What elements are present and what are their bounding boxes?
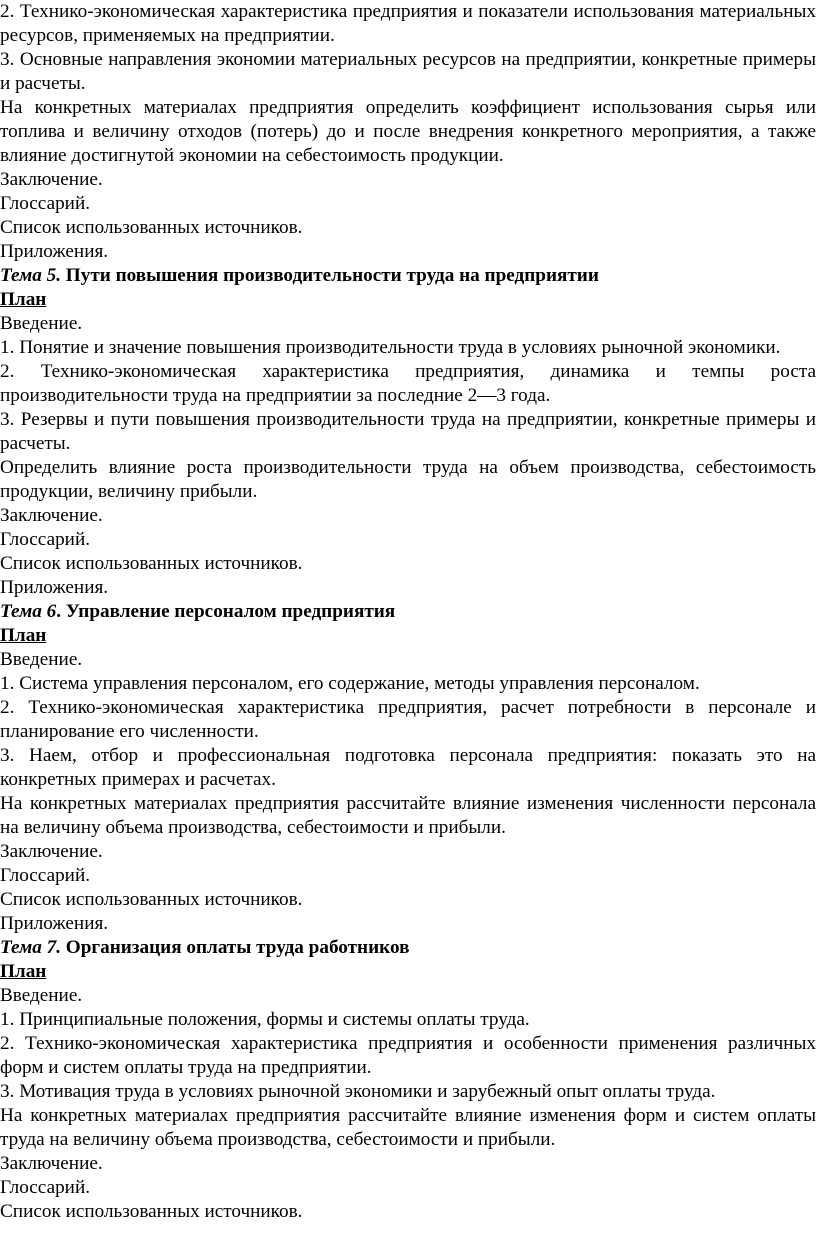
theme7-task: На конкретных материалах предприятия рассчитайте влияние изменения форм и систем оплаты труда на величину объема производства, себестоимости и прибыли. (0, 1105, 816, 1150)
theme7-section (0, 936, 816, 1224)
theme7-glossary: Глоссарий. (0, 1177, 91, 1198)
plan-item-2: 2. Технико-экономическая характеристика предприятия и показатели использования материальных ресурсов, применяемых на предприятии. (0, 1, 816, 46)
theme5-task: Определить влияние роста производительности труда на объем производства, себестоимость продукции, величину прибыли. (0, 457, 816, 502)
plan-item-3: 3. Основные направления экономии материальных ресурсов на предприятии, конкретные примеры и расчеты. (0, 49, 816, 94)
theme6-title: . Управление персоналом предприятия (56, 601, 396, 622)
theme5-heading (0, 264, 816, 288)
theme6-plan-heading: План (0, 625, 47, 646)
theme6-appendix: Приложения. (0, 913, 109, 934)
theme7-conclusion: Заключение. (0, 1153, 103, 1174)
theme7-sources: Список использованных источников. (0, 1201, 303, 1222)
theme6-task: На конкретных материалах предприятия рассчитайте влияние изменения численности персонала на величину объема производства, себестоимости и прибыли. (0, 793, 816, 838)
theme6-item-1: 1. Система управления персоналом, его содержание, методы управления персоналом. (0, 673, 700, 694)
theme5-title: Пути повышения производительности труда на предприятии (61, 265, 599, 286)
appendix: Приложения. (0, 241, 109, 262)
theme6-item-2: 2. Технико-экономическая характеристика предприятия, расчет потребности в персонале и планирование его численности. (0, 697, 816, 742)
glossary: Глоссарий. (0, 193, 91, 214)
theme6-glossary: Глоссарий. (0, 865, 91, 886)
theme7-item-1: 1. Принципиальные положения, формы и системы оплаты труда. (0, 1009, 530, 1030)
theme7-plan-heading: План (0, 961, 47, 982)
theme7-heading (0, 936, 816, 960)
task-paragraph: На конкретных материалах предприятия определить коэффициент использования сырья или топлива и величину отходов (потерь) до и после внедрения конкретного мероприятия, а также влияние достигнутой экономии на себестоимость продукции. (0, 97, 816, 166)
theme5-section (0, 264, 816, 600)
theme6-item-3: 3. Наем, отбор и профессиональная подготовка персонала предприятия: показать это на конкретных примерах и расчетах. (0, 745, 816, 790)
theme5-intro: Введение. (0, 313, 83, 334)
theme6-conclusion: Заключение. (0, 841, 103, 862)
theme5-item-3: 3. Резервы и пути повышения производительности труда на предприятии, конкретные примеры и расчеты. (0, 409, 816, 454)
theme7-intro: Введение. (0, 985, 83, 1006)
theme6-number: Тема 6 (0, 601, 57, 622)
theme4-continuation (0, 0, 816, 264)
theme5-sources: Список использованных источников. (0, 553, 303, 574)
theme5-item-1: 1. Понятие и значение повышения производительности труда в условиях рыночной экономики. (0, 337, 781, 358)
theme7-number: Тема 7. (0, 937, 61, 958)
theme5-number: Тема 5. (0, 265, 61, 286)
theme7-item-3: 3. Мотивация труда в условиях рыночной экономики и зарубежный опыт оплаты труда. (0, 1081, 716, 1102)
conclusion: Заключение. (0, 169, 103, 190)
theme7-title: Организация оплаты труда работников (61, 937, 410, 958)
theme7-item-2: 2. Технико-экономическая характеристика предприятия и особенности применения различных форм и систем оплаты труда на предприятии. (0, 1033, 816, 1078)
theme5-conclusion: Заключение. (0, 505, 103, 526)
theme5-glossary: Глоссарий. (0, 529, 91, 550)
theme5-plan-heading: План (0, 289, 47, 310)
theme5-appendix: Приложения. (0, 577, 109, 598)
theme5-item-2: 2. Технико-экономическая характеристика предприятия, динамика и темпы роста производительности труда на предприятии за последние 2—3 года. (0, 361, 816, 406)
theme6-intro: Введение. (0, 649, 83, 670)
sources-list: Список использованных источников. (0, 217, 303, 238)
theme6-section (0, 600, 816, 936)
theme6-heading (0, 600, 816, 624)
theme6-sources: Список использованных источников. (0, 889, 303, 910)
